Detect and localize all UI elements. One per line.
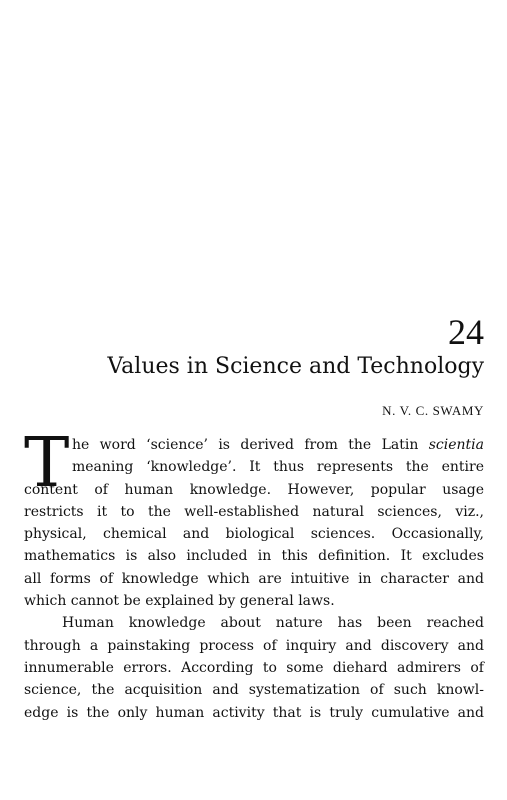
paragraph-1 [24,434,484,612]
author-name: N. V. C. SWAMY [382,403,484,418]
paragraph-line: meaning ‘knowledge’. It thus represents the entire [72,459,484,476]
italic-term: scientia [428,437,484,453]
paragraph-line: through a painstaking process of inquiry and discovery and [24,637,484,654]
paragraph-line: which cannot be explained by general laws. [24,593,335,610]
page [24,0,484,800]
drop-cap-container [24,424,70,503]
paragraph-2 [24,612,484,723]
chapter-title: Values in Science and Technology [107,354,484,379]
chapter-number: 24 [448,312,484,352]
line-text: he word ‘science’ is derived from the Latin [72,437,429,453]
paragraph-line: physical, chemical and biological sciences. Occasionally, [24,526,484,543]
drop-cap: T [24,424,70,503]
paragraph-line: science, the acquisition and systematization of such knowl- [24,682,484,699]
paragraph-line: innumerable errors. According to some diehard admirers of [24,659,484,676]
body-text [24,424,484,724]
paragraph-line [24,434,484,456]
paragraph-line: Human knowledge about nature has been reached [62,615,484,632]
paragraph-line: restricts it to the well-established natural sciences, viz., [24,503,484,520]
paragraph-line: all forms of knowledge which are intuitive in character and [24,570,484,587]
paragraph-line: content of human knowledge. However, popular usage [24,481,484,498]
paragraph-line: mathematics is also included in this definition. It excludes [24,548,484,565]
paragraph-line: edge is the only human activity that is truly cumulative and [24,704,484,721]
